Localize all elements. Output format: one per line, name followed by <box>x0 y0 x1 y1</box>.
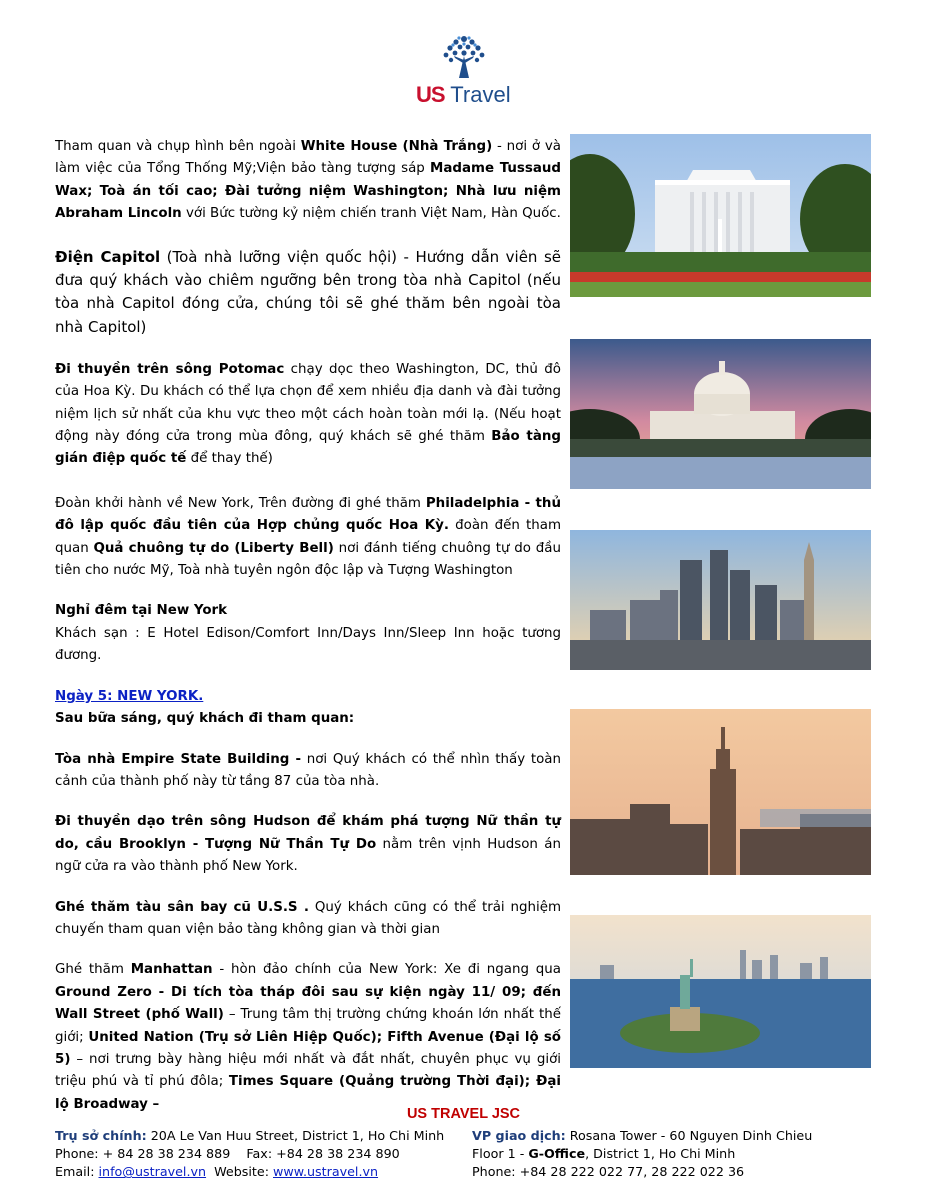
text-run: United Nation (Trụ sở Liên Hiệp Quốc); Fifth Avenue (Đại lộ số 5) <box>55 1029 561 1067</box>
text-run: Madame Tussaud Wax; Toà án tối cao; Đài tưởng niệm Washington; Nhà lưu niệm Abraham Lincoln <box>55 161 561 222</box>
white-house-photo <box>570 134 871 297</box>
day5-intro: Sau bữa sáng, quý khách đi tham quan: <box>55 711 355 727</box>
head-office-label: Trụ sở chính: <box>55 1128 147 1143</box>
text-run: (Toà nhà lưỡng viện quốc hội) - Hướng dẫn viên sẽ đưa quý khách vào chiêm ngưỡng bên trong tòa nhà Capitol (nếu tòa nhà Capitol đóng cửa, chúng tôi sẽ ghé thăm bên ngoài tòa nhà Capitol) <box>55 247 561 336</box>
us-travel-logo <box>410 34 520 106</box>
email-label: Email: <box>55 1164 99 1180</box>
text-run: - nơi ở và làm việc của Tổng Thống Mỹ;Viện bảo tàng tượng sáp <box>55 139 561 177</box>
itinerary-text <box>55 136 561 1116</box>
text-run: nằm trên vịnh Hudson án ngữ cửa ra vào thành phố New York. <box>55 836 561 875</box>
potomac-paragraph <box>55 359 561 471</box>
text-run: – nơi trưng bày hàng hiệu mới nhất và đắt nhất, chuyên phục vụ giới triệu phú và tỉ phú đôla; <box>55 1051 561 1090</box>
head-office-phone-fax: Phone: + 84 28 38 234 889 Fax: +84 28 38 234 890 <box>55 1146 400 1162</box>
website-link[interactable]: www.ustravel.vn <box>273 1164 379 1180</box>
uss-paragraph <box>55 897 561 942</box>
text-run: Potomac <box>218 361 285 377</box>
text-run: Tòa nhà Empire State Building - <box>55 751 302 767</box>
text-run: Đi thuyền dạo trên sông Hudson để khám phá tượng Nữ thần tự do, cầu Brooklyn - Tượng Nữ Thần Tự Do <box>55 814 561 852</box>
capitol-photo <box>570 339 871 489</box>
office-floor-prefix: Floor 1 - <box>472 1146 529 1162</box>
logo-wordmark: US Travel <box>416 82 511 107</box>
text-run: Quả chuông tự do (Liberty Bell) <box>93 540 334 556</box>
manhattan-paragraph <box>55 959 561 1116</box>
philadelphia-photo <box>570 530 871 670</box>
day5-heading <box>55 686 561 708</box>
text-run: Tham quan và chụp hình bên ngoài <box>55 139 301 154</box>
hudson-paragraph <box>55 811 561 878</box>
tree-people-icon <box>442 34 486 80</box>
empire-state-photo <box>570 709 871 875</box>
capitol-paragraph <box>55 246 561 339</box>
head-office-address: 20A Le Van Huu Street, District 1, Ho Chi Minh <box>146 1128 445 1143</box>
office-phone: Phone: +84 28 222 022 77, 28 222 022 36 <box>472 1164 745 1180</box>
text-run: đoàn đến tham quan <box>55 518 562 556</box>
text-run: Điện Capitol <box>55 247 161 266</box>
website-label: Website: <box>206 1164 273 1180</box>
text-run: Quý khách cũng có thể trải nghiệm chuyến tham quan viện bảo tàng không gian và thời gian <box>55 899 561 937</box>
office-floor-suffix: , District 1, Ho Chi Minh <box>585 1146 736 1162</box>
text-run: Ground Zero - Di tích tòa tháp đôi sau sự kiện ngày 11/ 09; đến Wall Street (phố Wall) <box>55 984 561 1023</box>
office-label: VP giao dịch: <box>472 1128 566 1143</box>
overnight-title: Nghỉ đêm tại New York <box>55 603 228 619</box>
footer-company-name: US TRAVEL JSC <box>406 1106 521 1122</box>
text-run: – Trung tâm thị trường chứng khoán lớn nhất thế giới; <box>55 1007 561 1045</box>
email-link[interactable]: info@ustravel.vn <box>98 1164 207 1180</box>
text-run: nơi đánh tiếng chuông tự do đầu tiên cho nước Mỹ, Toà nhà tuyên ngôn độc lập và Tượng Washington <box>55 540 561 579</box>
day5-link[interactable]: Ngày 5: NEW YORK. <box>55 688 204 704</box>
text-run: Bảo tàng gián điệp quốc tế <box>55 429 561 467</box>
footer-head-office <box>55 1127 444 1182</box>
statue-of-liberty-photo <box>570 915 871 1068</box>
text-run: White House (Nhà Trắng) <box>300 139 493 154</box>
text-run: Ghé thăm <box>55 962 131 978</box>
empire-state-paragraph <box>55 749 561 794</box>
text-run: để thay thế) <box>186 451 273 467</box>
office-address: Rosana Tower - 60 Nguyen Dinh Chieu <box>565 1128 813 1143</box>
office-floor-name: G-Office <box>528 1146 586 1162</box>
text-run: với Bức tường kỷ niệm chiến tranh Việt Nam, Hàn Quốc. <box>181 206 561 222</box>
text-run: Manhattan <box>130 962 213 978</box>
footer-transaction-office <box>472 1127 812 1182</box>
text-run: nơi Quý khách có thể nhìn thấy toàn cảnh của thành phố này từ tầng 87 của tòa nhà. <box>55 751 561 789</box>
text-run: Ghé thăm tàu sân bay cũ U.S.S . <box>55 899 309 915</box>
text-run: Times Square (Quảng trường Thời đại); Đại lộ Broadway – <box>55 1074 561 1112</box>
text-run: chạy dọc theo Washington, DC, thủ đô của Hoa Kỳ. Du khách có thể lựa chọn để xem nhiều địa danh và đài tưởng niệm lịch sử nhất của khu vực theo một cách hoàn toàn mới lạ. (Nếu hoạt động này đóng cửa trong mùa đông, quý khách sẽ ghé thăm <box>55 361 561 445</box>
philadelphia-paragraph <box>55 493 561 583</box>
text-run: Đoàn khởi hành về New York, Trên đường đi ghé thăm <box>55 495 426 511</box>
text-run: Philadelphia - thủ đô lập quốc đầu tiên của Hợp chủng quốc Hoa Kỳ. <box>55 495 561 534</box>
text-run: - hòn đảo chính của New York: Xe đi ngang qua <box>212 962 561 978</box>
white-house-paragraph <box>55 136 561 226</box>
hotel-info: Khách sạn : E Hotel Edison/Comfort Inn/Days Inn/Sleep Inn hoặc tương đương. <box>55 625 561 664</box>
text-run: Đi thuyền trên sông <box>55 361 219 377</box>
